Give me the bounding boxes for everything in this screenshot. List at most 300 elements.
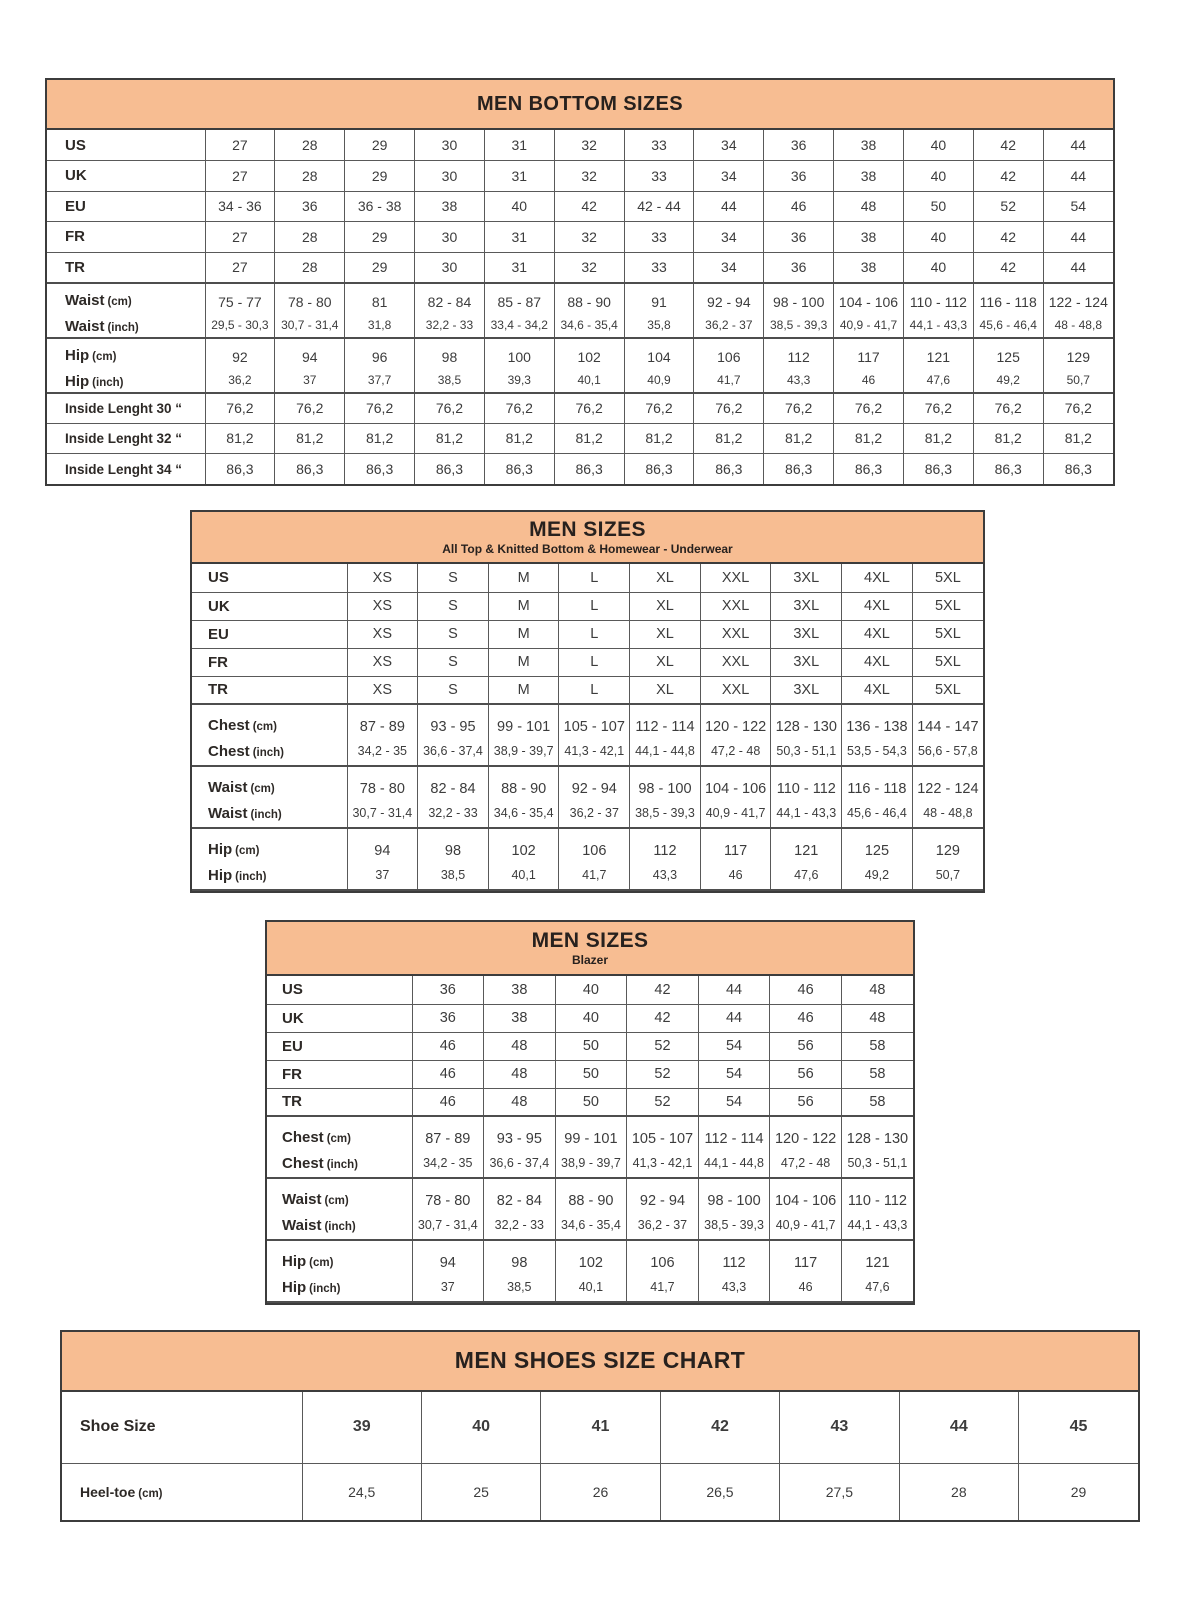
table-row bbox=[267, 1240, 913, 1302]
cell-value-inch: 53,5 - 54,3 bbox=[847, 744, 907, 759]
row-label-text: Waist bbox=[282, 1216, 322, 1234]
cell-value-cm: 112 - 114 bbox=[704, 1130, 764, 1147]
table-cell: 29 bbox=[1019, 1463, 1138, 1520]
table-cell: 76,2 bbox=[973, 393, 1043, 424]
table-cell bbox=[771, 766, 842, 828]
table-cell: 33 bbox=[624, 161, 694, 192]
cell-value-cm: 110 - 112 bbox=[776, 780, 836, 797]
table-cell bbox=[412, 1178, 484, 1240]
cell-value-inch: 35,8 bbox=[647, 318, 671, 333]
table-cell: 81,2 bbox=[345, 423, 415, 454]
table-cell bbox=[275, 283, 345, 338]
row-label-line bbox=[282, 1278, 412, 1298]
table-cell: 76,2 bbox=[694, 393, 764, 424]
table-cell: 76,2 bbox=[484, 393, 554, 424]
cell-value-inch: 47,6 bbox=[794, 868, 819, 883]
cell-value-inch: 32,2 - 33 bbox=[425, 318, 474, 333]
cell-value-cm: 144 - 147 bbox=[917, 718, 979, 735]
cell-value-cm: 117 bbox=[724, 842, 748, 859]
table-cell bbox=[630, 704, 701, 766]
cell-value-inch: 48 - 48,8 bbox=[923, 806, 973, 821]
table-cell: 54 bbox=[698, 1088, 770, 1116]
table-cell: 52 bbox=[627, 1032, 699, 1060]
table-cell: 26 bbox=[541, 1463, 660, 1520]
cell-value-inch: 40,1 bbox=[577, 373, 601, 388]
cell-value-cm: 104 - 106 bbox=[774, 1192, 837, 1209]
table-cell: 31 bbox=[484, 222, 554, 253]
cell-value-inch: 38,9 - 39,7 bbox=[561, 1156, 621, 1171]
cell-value-inch: 36,6 - 37,4 bbox=[489, 1156, 550, 1171]
cell-value-cm: 104 bbox=[647, 349, 671, 366]
table-cell: 50 bbox=[555, 1032, 627, 1060]
table-cell: 44 bbox=[1043, 161, 1113, 192]
table-cell: 28 bbox=[275, 161, 345, 192]
table-cell bbox=[698, 1240, 770, 1302]
table-cell: 30 bbox=[415, 252, 485, 283]
cell-value-cm: 122 - 124 bbox=[917, 780, 979, 797]
cell-value-cm: 120 - 122 bbox=[704, 718, 767, 735]
table-cell: 81,2 bbox=[624, 423, 694, 454]
table-cell: 76,2 bbox=[624, 393, 694, 424]
table-cell bbox=[412, 1240, 484, 1302]
table-cell: 32 bbox=[554, 161, 624, 192]
table-cell: 28 bbox=[275, 222, 345, 253]
table-cell: 86,3 bbox=[834, 454, 904, 485]
table-cell bbox=[694, 338, 764, 393]
table-cell: 31 bbox=[484, 130, 554, 161]
cell-value-inch: 49,2 bbox=[864, 868, 890, 883]
row-label-line bbox=[208, 742, 347, 762]
row-label-unit: (inch) bbox=[252, 746, 284, 759]
table-cell: 5XL bbox=[912, 648, 983, 676]
row-label bbox=[47, 130, 205, 161]
table-cell: M bbox=[488, 648, 559, 676]
cell-value-inch: 38,9 - 39,7 bbox=[493, 744, 554, 759]
table-cell: S bbox=[418, 564, 489, 592]
table-cell: XS bbox=[347, 564, 418, 592]
men-bottom-sizes-table bbox=[45, 78, 1115, 486]
cell-value-inch: 39,3 bbox=[507, 373, 531, 388]
table-row bbox=[267, 976, 913, 1004]
table-cell: 50 bbox=[903, 191, 973, 222]
table-cell: 30 bbox=[415, 161, 485, 192]
cell-value-cm: 121 bbox=[865, 1254, 890, 1271]
table-cell: 32 bbox=[554, 130, 624, 161]
table-row bbox=[47, 252, 1113, 283]
table-row bbox=[267, 1004, 913, 1032]
table-cell: 46 bbox=[770, 976, 842, 1004]
cell-value-inch: 46 bbox=[798, 1280, 813, 1295]
table-cell: 81,2 bbox=[1043, 423, 1113, 454]
row-label bbox=[62, 1392, 302, 1463]
table-cell: 76,2 bbox=[903, 393, 973, 424]
row-label bbox=[47, 393, 205, 424]
row-label bbox=[267, 1116, 412, 1178]
cell-value-inch: 37 bbox=[303, 373, 317, 388]
table-cell: 36 bbox=[764, 252, 834, 283]
table-row bbox=[192, 766, 983, 828]
row-label-text: UK bbox=[282, 1009, 304, 1027]
table-cell: 33 bbox=[624, 130, 694, 161]
cell-value-cm: 116 - 118 bbox=[847, 780, 907, 797]
table-cell: 48 bbox=[834, 191, 904, 222]
table-cell: L bbox=[559, 676, 630, 704]
cell-value-cm: 106 bbox=[650, 1254, 675, 1271]
table-row bbox=[62, 1392, 1138, 1463]
table-cell: L bbox=[559, 564, 630, 592]
cell-value-inch: 33,4 - 34,2 bbox=[490, 318, 548, 333]
table-cell: 3XL bbox=[771, 620, 842, 648]
cell-value-cm: 129 bbox=[935, 842, 960, 859]
size-table bbox=[267, 976, 913, 1303]
table-cell: XS bbox=[347, 592, 418, 620]
table-cell bbox=[770, 1116, 842, 1178]
row-label-unit: (cm) bbox=[107, 295, 132, 308]
table-cell bbox=[484, 1116, 556, 1178]
table-cell: XL bbox=[630, 592, 701, 620]
row-label bbox=[192, 620, 347, 648]
table-cell: 48 bbox=[484, 1060, 556, 1088]
cell-value-cm: 100 bbox=[507, 349, 531, 366]
row-label-text: TR bbox=[282, 1093, 302, 1111]
table-cell: 50 bbox=[555, 1060, 627, 1088]
table-cell: 41 bbox=[541, 1392, 660, 1463]
men-sizes-blazer-table bbox=[265, 920, 915, 1305]
table-cell bbox=[488, 766, 559, 828]
cell-value-inch: 47,2 - 48 bbox=[710, 744, 761, 759]
table-cell bbox=[205, 338, 275, 393]
row-label-line bbox=[208, 804, 347, 824]
table-cell bbox=[345, 338, 415, 393]
table-cell: 54 bbox=[1043, 191, 1113, 222]
table-cell bbox=[555, 1116, 627, 1178]
table-cell: 40 bbox=[555, 1004, 627, 1032]
table-row bbox=[267, 1178, 913, 1240]
row-label-text: Inside Lenght 30 “ bbox=[65, 400, 183, 416]
cell-value-cm: 93 - 95 bbox=[430, 718, 476, 735]
table-cell: 81,2 bbox=[834, 423, 904, 454]
table-cell: XS bbox=[347, 620, 418, 648]
table-row bbox=[47, 454, 1113, 485]
table-cell: 29 bbox=[345, 130, 415, 161]
table-cell bbox=[630, 766, 701, 828]
cell-value-inch: 31,8 bbox=[367, 318, 392, 333]
row-label-line bbox=[282, 1216, 412, 1236]
table-cell: 86,3 bbox=[275, 454, 345, 485]
cell-value-inch: 34,6 - 35,4 bbox=[560, 318, 618, 333]
table-cell: 46 bbox=[412, 1060, 484, 1088]
table-row bbox=[47, 222, 1113, 253]
cell-value-cm: 99 - 101 bbox=[497, 718, 551, 735]
cell-value-inch: 30,7 - 31,4 bbox=[417, 1218, 478, 1233]
table-cell: 86,3 bbox=[903, 454, 973, 485]
table-cell: 46 bbox=[770, 1004, 842, 1032]
cell-value-inch: 44,1 - 44,8 bbox=[704, 1156, 764, 1171]
table-cell: L bbox=[559, 648, 630, 676]
row-label bbox=[47, 222, 205, 253]
table-cell bbox=[770, 1240, 842, 1302]
table-cell: 34 - 36 bbox=[205, 191, 275, 222]
table-cell: 76,2 bbox=[415, 393, 485, 424]
table-cell bbox=[418, 704, 489, 766]
cell-value-cm: 105 - 107 bbox=[631, 1130, 694, 1147]
table-cell: 4XL bbox=[842, 648, 913, 676]
table-cell: 86,3 bbox=[1043, 454, 1113, 485]
table-cell: 29 bbox=[345, 161, 415, 192]
table-cell: XL bbox=[630, 648, 701, 676]
row-label-text: UK bbox=[65, 167, 87, 185]
table-cell: 5XL bbox=[912, 592, 983, 620]
table-cell bbox=[554, 338, 624, 393]
table-cell: 81,2 bbox=[764, 423, 834, 454]
row-label-unit: (cm) bbox=[92, 350, 117, 363]
cell-value-cm: 112 bbox=[787, 349, 810, 366]
table-cell: 40 bbox=[484, 191, 554, 222]
table-cell: 3XL bbox=[771, 676, 842, 704]
table-cell: 27,5 bbox=[780, 1463, 899, 1520]
table-cell: 36 - 38 bbox=[345, 191, 415, 222]
cell-value-cm: 117 bbox=[857, 349, 880, 366]
cell-value-cm: 78 - 80 bbox=[359, 780, 405, 797]
table-row bbox=[47, 130, 1113, 161]
table-cell: L bbox=[559, 620, 630, 648]
row-label-text: EU bbox=[208, 625, 229, 643]
row-label-line bbox=[208, 840, 347, 860]
row-label bbox=[192, 648, 347, 676]
table-cell: 81,2 bbox=[903, 423, 973, 454]
table-row bbox=[267, 1032, 913, 1060]
table-cell bbox=[554, 283, 624, 338]
row-label-line bbox=[65, 346, 205, 366]
cell-value-inch: 40,9 bbox=[647, 373, 671, 388]
table-cell: 38 bbox=[834, 161, 904, 192]
cell-value-cm: 121 bbox=[794, 842, 819, 859]
table-cell: 29 bbox=[345, 222, 415, 253]
table-cell: 33 bbox=[624, 252, 694, 283]
row-label bbox=[192, 766, 347, 828]
table-cell: 38 bbox=[484, 1004, 556, 1032]
table-cell bbox=[841, 1178, 913, 1240]
cell-value-cm: 102 bbox=[578, 1254, 603, 1271]
cell-value-cm: 75 - 77 bbox=[218, 294, 262, 311]
table-cell: 81,2 bbox=[205, 423, 275, 454]
row-label bbox=[192, 828, 347, 890]
table-cell bbox=[559, 766, 630, 828]
row-label-text: Inside Lenght 32 “ bbox=[65, 430, 183, 446]
cell-value-cm: 117 bbox=[794, 1254, 818, 1271]
row-label-line bbox=[65, 291, 205, 311]
table-cell: 36 bbox=[764, 161, 834, 192]
table-cell: 4XL bbox=[842, 592, 913, 620]
table-cell: 76,2 bbox=[345, 393, 415, 424]
table-cell: 5XL bbox=[912, 676, 983, 704]
table-cell bbox=[624, 338, 694, 393]
table-cell bbox=[903, 283, 973, 338]
table-cell: 5XL bbox=[912, 564, 983, 592]
cell-value-inch: 41,7 bbox=[717, 373, 741, 388]
cell-value-inch: 50,3 - 51,1 bbox=[847, 1156, 908, 1171]
table-cell: 44 bbox=[899, 1392, 1018, 1463]
table-cell: 81,2 bbox=[694, 423, 764, 454]
cell-value-cm: 82 - 84 bbox=[496, 1192, 542, 1209]
table-cell: XL bbox=[630, 564, 701, 592]
table-cell: 44 bbox=[694, 191, 764, 222]
cell-value-inch: 34,6 - 35,4 bbox=[493, 806, 554, 821]
cell-value-cm: 81 bbox=[371, 294, 388, 311]
table-cell bbox=[488, 828, 559, 890]
cell-value-inch: 40,9 - 41,7 bbox=[705, 806, 766, 821]
table-cell: XS bbox=[347, 676, 418, 704]
table-cell: 86,3 bbox=[345, 454, 415, 485]
table-cell: 40 bbox=[421, 1392, 540, 1463]
cell-value-cm: 104 - 106 bbox=[838, 294, 899, 311]
table-cell bbox=[973, 283, 1043, 338]
table-cell: 86,3 bbox=[205, 454, 275, 485]
table-cell: 46 bbox=[412, 1032, 484, 1060]
table-cell: 27 bbox=[205, 161, 275, 192]
table-cell bbox=[412, 1116, 484, 1178]
table-row bbox=[47, 338, 1113, 393]
cell-value-cm: 91 bbox=[651, 294, 667, 311]
cell-value-cm: 85 - 87 bbox=[497, 294, 542, 311]
cell-value-inch: 43,3 bbox=[652, 868, 678, 883]
cell-value-cm: 106 bbox=[717, 349, 741, 366]
row-label-text: Chest bbox=[208, 742, 250, 760]
table-cell: 28 bbox=[899, 1463, 1018, 1520]
table-title: MEN SIZES bbox=[531, 928, 649, 952]
table-cell: 76,2 bbox=[275, 393, 345, 424]
row-label-text: Hip bbox=[208, 866, 233, 884]
row-label bbox=[47, 191, 205, 222]
table-cell: 46 bbox=[412, 1088, 484, 1116]
table-cell: 34 bbox=[694, 161, 764, 192]
row-label bbox=[267, 1088, 412, 1116]
cell-value-inch: 44,1 - 43,3 bbox=[909, 318, 968, 333]
cell-value-cm: 78 - 80 bbox=[287, 294, 332, 311]
table-cell: M bbox=[488, 564, 559, 592]
cell-value-inch: 36,2 - 37 bbox=[705, 318, 753, 333]
table-cell: 42 bbox=[627, 1004, 699, 1032]
cell-value-cm: 105 - 107 bbox=[563, 718, 625, 735]
cell-value-inch: 45,6 - 46,4 bbox=[847, 806, 907, 821]
men-sizes-top-table bbox=[190, 510, 985, 893]
table-cell bbox=[627, 1178, 699, 1240]
cell-value-inch: 29,5 - 30,3 bbox=[211, 318, 269, 333]
cell-value-cm: 94 bbox=[374, 842, 391, 859]
table-header bbox=[62, 1332, 1138, 1392]
table-cell bbox=[555, 1240, 627, 1302]
row-label-text: FR bbox=[208, 653, 228, 671]
cell-value-cm: 106 bbox=[582, 842, 607, 859]
table-cell bbox=[347, 828, 418, 890]
row-label-text: Waist bbox=[65, 291, 105, 309]
table-cell: 86,3 bbox=[554, 454, 624, 485]
row-label bbox=[267, 976, 412, 1004]
cell-value-cm: 98 bbox=[441, 349, 458, 366]
cell-value-inch: 40,1 bbox=[511, 868, 536, 883]
table-row bbox=[267, 1060, 913, 1088]
cell-value-inch: 48 - 48,8 bbox=[1054, 318, 1102, 333]
table-cell: 26,5 bbox=[660, 1463, 779, 1520]
cell-value-cm: 92 - 94 bbox=[571, 780, 617, 797]
row-label bbox=[267, 1060, 412, 1088]
table-cell: 4XL bbox=[842, 676, 913, 704]
row-label-text: Waist bbox=[282, 1190, 322, 1208]
table-cell: 58 bbox=[841, 1032, 913, 1060]
cell-value-cm: 112 bbox=[722, 1254, 746, 1271]
cell-value-cm: 93 - 95 bbox=[496, 1130, 542, 1147]
cell-value-inch: 49,2 bbox=[996, 373, 1020, 388]
cell-value-cm: 125 bbox=[864, 842, 890, 859]
cell-value-cm: 110 - 112 bbox=[847, 1192, 907, 1209]
cell-value-inch: 38,5 - 39,3 bbox=[704, 1218, 764, 1233]
row-label-unit: (cm) bbox=[324, 1194, 349, 1207]
row-label bbox=[47, 283, 205, 338]
table-cell bbox=[912, 766, 983, 828]
row-label-unit: (cm) bbox=[250, 782, 275, 795]
row-label-text: Shoe Size bbox=[80, 1418, 156, 1436]
table-row bbox=[192, 828, 983, 890]
cell-value-inch: 36,6 - 37,4 bbox=[423, 744, 483, 759]
cell-value-cm: 112 - 114 bbox=[635, 718, 695, 735]
table-cell bbox=[488, 704, 559, 766]
table-cell bbox=[630, 828, 701, 890]
row-label-text: US bbox=[282, 981, 303, 999]
table-cell: 42 bbox=[973, 252, 1043, 283]
table-cell bbox=[842, 704, 913, 766]
row-label-text: Waist bbox=[208, 804, 248, 822]
cell-value-cm: 87 - 89 bbox=[359, 718, 405, 735]
table-subtitle: Blazer bbox=[571, 952, 609, 967]
table-cell: L bbox=[559, 592, 630, 620]
table-cell: S bbox=[418, 676, 489, 704]
table-cell: 30 bbox=[415, 130, 485, 161]
table-cell: 48 bbox=[484, 1088, 556, 1116]
cell-value-inch: 44,1 - 43,3 bbox=[776, 806, 837, 821]
cell-value-cm: 128 - 130 bbox=[846, 1130, 909, 1147]
table-cell: S bbox=[418, 620, 489, 648]
row-label-text: FR bbox=[65, 228, 85, 246]
table-cell: 27 bbox=[205, 130, 275, 161]
table-cell bbox=[559, 704, 630, 766]
table-cell: S bbox=[418, 648, 489, 676]
cell-value-inch: 40,1 bbox=[578, 1280, 604, 1295]
table-cell bbox=[700, 828, 771, 890]
table-cell bbox=[627, 1116, 699, 1178]
row-label-text: TR bbox=[65, 258, 85, 276]
table-cell bbox=[834, 283, 904, 338]
cell-value-inch: 50,3 - 51,1 bbox=[776, 744, 837, 759]
cell-value-inch: 34,2 - 35 bbox=[423, 1156, 473, 1171]
cell-value-inch: 32,2 - 33 bbox=[494, 1218, 545, 1233]
cell-value-cm: 116 - 118 bbox=[979, 294, 1037, 311]
row-label-text: US bbox=[208, 569, 229, 587]
table-cell bbox=[771, 704, 842, 766]
table-cell: 25 bbox=[421, 1463, 540, 1520]
table-row bbox=[267, 1088, 913, 1116]
row-label-text: Hip bbox=[65, 346, 90, 364]
cell-value-cm: 121 bbox=[926, 349, 951, 366]
table-cell: 45 bbox=[1019, 1392, 1138, 1463]
cell-value-cm: 88 - 90 bbox=[568, 1192, 614, 1209]
cell-value-inch: 41,7 bbox=[582, 868, 607, 883]
row-label-unit: (cm) bbox=[326, 1132, 351, 1145]
cell-value-inch: 50,7 bbox=[935, 868, 961, 883]
row-label-unit: (cm) bbox=[309, 1256, 334, 1269]
table-cell: 56 bbox=[770, 1032, 842, 1060]
table-cell bbox=[912, 704, 983, 766]
table-cell bbox=[700, 704, 771, 766]
